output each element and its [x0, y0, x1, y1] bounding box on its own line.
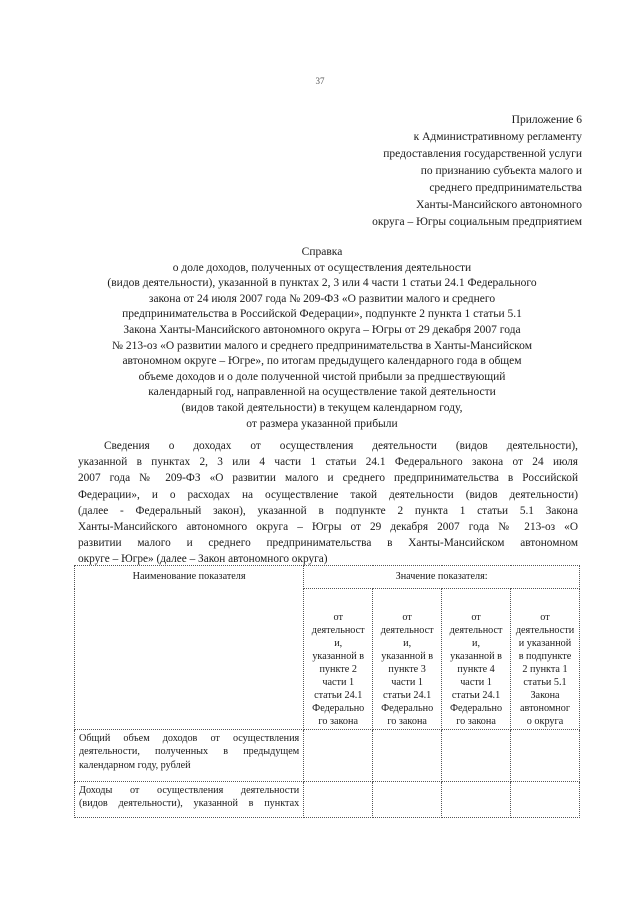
column-line: автономног	[520, 703, 571, 714]
column-line: статьи 24.1	[382, 690, 432, 701]
value-cell[interactable]	[511, 730, 580, 782]
column-line: от	[402, 612, 412, 623]
title-line: № 213-оз «О развитии малого и среднего предпринимательства в Ханты-Мансийском	[111, 339, 532, 352]
column-line: пункте 2	[319, 664, 357, 675]
title-line: календарный год, направленной на осуществление такой деятельности	[148, 386, 496, 399]
appendix-line: округа – Югры социальным предприятием	[372, 216, 582, 228]
appendix-header	[282, 112, 582, 231]
column-line: указанной в	[381, 651, 434, 662]
column-line: о округа	[526, 716, 564, 727]
column-line: в подпункте	[518, 651, 572, 662]
column-line: деятельност	[380, 625, 434, 636]
column-line: пункте 4	[457, 664, 495, 675]
column-line: деятельност	[449, 625, 503, 636]
row-label-line: календарном году, рублей	[79, 759, 191, 771]
column-line: деятельности	[515, 625, 575, 636]
appendix-line: предоставления государственной услуги	[383, 148, 582, 160]
column-line: го закона	[456, 716, 496, 727]
indicators-table	[74, 565, 580, 818]
column-line: Закона	[530, 690, 560, 701]
title-line: Справка	[301, 246, 343, 258]
column-line: го закона	[387, 716, 427, 727]
column-line: указанной в	[312, 651, 365, 662]
column-line: статьи 5.1	[523, 677, 567, 688]
title-line: объеме доходов и о доле полученной чистой прибыли за предшествующий	[138, 370, 506, 383]
column-line: Федерально	[312, 703, 365, 714]
title-line: (видов такой деятельности) в текущем календарном году,	[181, 401, 463, 414]
header-indicator-name: Наименование показателя	[75, 566, 304, 730]
column-header-point-3	[373, 589, 442, 730]
row-label-line: деятельности, полученных в предыдущем	[79, 746, 300, 758]
appendix-line: среднего предпринимательства	[429, 182, 582, 194]
title-line: автономном округе – Югре», по итогам предыдущего календарного года в общем	[122, 355, 522, 368]
title-line: закона от 24 июля 2007 года № 209-ФЗ «О развитии малого и среднего	[148, 292, 496, 305]
column-line: от	[333, 612, 343, 623]
appendix-line: по признанию субъекта малого и	[420, 165, 582, 177]
value-cell[interactable]	[304, 782, 373, 818]
intro-line: Ханты-Мансийского автономного округа – Югры от 29 декабря 2007 года № 213-оз «О	[78, 521, 578, 534]
title-line: (видов деятельности), указанной в пунктах 2, 3 или 4 части 1 статьи 24.1 Федерального	[107, 277, 537, 290]
title-line: предпринимательства в Российской Федерации», подпункте 2 пункта 1 статьи 5.1	[122, 308, 522, 321]
page-number: 37	[315, 76, 325, 86]
column-line: пункте 3	[388, 664, 426, 675]
column-header-point-2	[304, 589, 373, 730]
title-line: Закона Ханты-Мансийского автономного округа – Югры от 29 декабря 2007 года	[123, 323, 521, 336]
value-cell[interactable]	[442, 730, 511, 782]
header-indicator-value: Значение показателя:	[304, 566, 580, 589]
value-cell[interactable]	[442, 782, 511, 818]
column-line: и,	[472, 638, 481, 649]
value-cell[interactable]	[304, 730, 373, 782]
intro-line: 2007 года № 209-ФЗ «О развитии малого и среднего предпринимательства в Российской	[78, 472, 578, 485]
table-row	[75, 782, 580, 818]
document-title	[72, 245, 572, 432]
column-line: части 1	[460, 677, 492, 688]
value-cell[interactable]	[373, 782, 442, 818]
row-label-line: Доходы от осуществления деятельности	[79, 785, 300, 796]
column-line: указанной в	[450, 651, 502, 662]
intro-line: Сведения о доходах от осуществления деятельности (видов деятельности),	[104, 440, 578, 452]
column-line: 2 пункта 1	[522, 664, 568, 675]
appendix-line: к Административному регламенту	[413, 131, 582, 143]
column-line: статьи 24.1	[314, 690, 363, 701]
intro-line: Федерации», и о расходах на осуществление такой деятельности (видов деятельности)	[78, 488, 578, 501]
row-label	[75, 730, 304, 782]
intro-line: развитии малого и среднего предпринимательства в Ханты-Мансийском автономном	[78, 537, 578, 550]
intro-line: (далее - Федеральный закон), указанной в подпункте 2 пункта 1 статьи 5.1 Закона	[78, 504, 578, 517]
value-cell[interactable]	[373, 730, 442, 782]
column-header-regional-law	[511, 589, 580, 730]
column-line: Федерально	[449, 703, 503, 714]
value-cell[interactable]	[511, 782, 580, 818]
column-line: и,	[403, 638, 412, 649]
appendix-line: Ханты-Мансийского автономного	[416, 199, 582, 211]
appendix-line: Приложение 6	[511, 114, 582, 126]
column-line: Федерально	[381, 703, 434, 714]
column-header-point-4	[442, 589, 511, 730]
row-label-line: Общий объем доходов от осуществления	[79, 733, 300, 744]
title-line: от размера указанной прибыли	[246, 417, 398, 430]
column-line: статьи 24.1	[451, 690, 501, 701]
row-label	[75, 782, 304, 818]
column-line: от	[540, 612, 550, 623]
column-line: деятельност	[311, 625, 365, 636]
column-line: части 1	[391, 677, 423, 688]
intro-line: указанной в пунктах 2, 3 или 4 части 1 статьи 24.1 Федерального закона от 24 июля	[78, 456, 578, 469]
column-line: го закона	[318, 716, 359, 727]
column-line: части 1	[322, 677, 355, 688]
intro-paragraph	[78, 438, 578, 568]
title-line: о доле доходов, полученных от осуществления деятельности	[172, 261, 472, 274]
row-label-line: (видов деятельности), указанной в пунктах	[79, 798, 300, 810]
column-line: от	[471, 612, 481, 623]
column-line: и указанной	[518, 638, 572, 649]
table-row	[75, 730, 580, 782]
intro-line: округе – Югре» (далее – Закон автономного округа)	[78, 553, 328, 566]
column-line: и,	[334, 638, 343, 649]
